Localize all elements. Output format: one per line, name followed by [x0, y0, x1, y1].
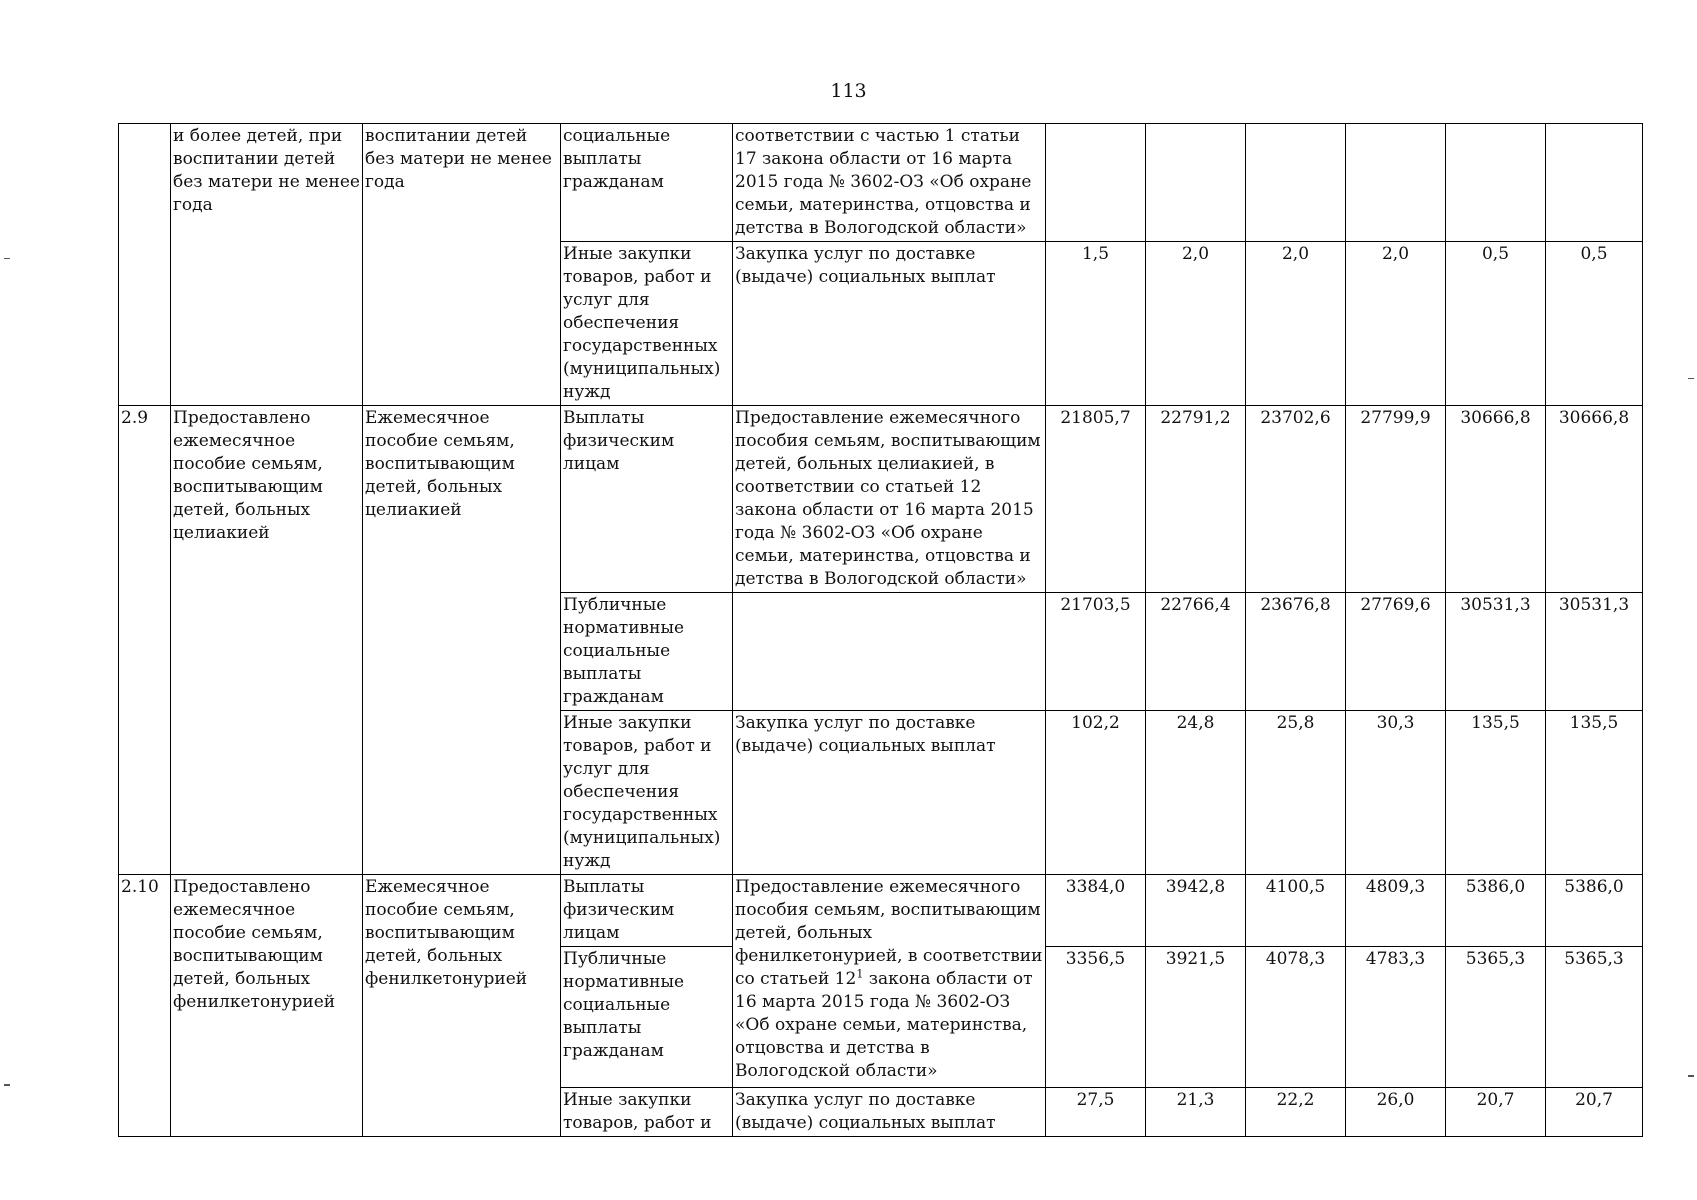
basis-cell: Предоставление ежемесячного пособия семьям, воспитывающим детей, больных целиакией, в соответствии со статьей 12 закона области от 16 марта 2015 года № 3602-ОЗ «Об охране семьи, материнства, отцовства и детства в Вологодской области» — [733, 406, 1046, 593]
scan-mark — [4, 258, 10, 259]
value-cell: 20,7 — [1446, 1088, 1546, 1137]
value-cell: 21805,7 — [1046, 406, 1146, 593]
value-cell: 5386,0 — [1546, 875, 1643, 947]
expense-type-cell: Выплаты физическим лицам — [561, 406, 733, 593]
scan-mark — [1688, 1075, 1694, 1077]
value-cell: 3356,5 — [1046, 947, 1146, 1088]
basis-cell: Закупка услуг по доставке (выдаче) социальных выплат — [733, 1088, 1046, 1137]
value-cell: 3384,0 — [1046, 875, 1146, 947]
value-cell: 30666,8 — [1446, 406, 1546, 593]
value-cell: 4078,3 — [1246, 947, 1346, 1088]
value-cell: 1,5 — [1046, 242, 1146, 406]
value-cell: 24,8 — [1146, 711, 1246, 875]
value-cell: 0,5 — [1546, 242, 1643, 406]
result-name-cell: Предоставлено ежемесячное пособие семьям, воспитывающим детей, больных целиакией — [171, 406, 363, 875]
expense-type-cell: Иные закупки товаров, работ и услуг для обеспечения государственных (муниципальных) нужд — [561, 242, 733, 406]
value-cell — [1146, 124, 1246, 242]
value-cell: 5365,3 — [1446, 947, 1546, 1088]
value-cell: 22,2 — [1246, 1088, 1346, 1137]
value-cell — [1346, 124, 1446, 242]
value-cell: 30,3 — [1346, 711, 1446, 875]
value-cell: 27769,6 — [1346, 593, 1446, 711]
value-cell: 26,0 — [1346, 1088, 1446, 1137]
value-cell: 135,5 — [1446, 711, 1546, 875]
value-cell: 0,5 — [1446, 242, 1546, 406]
value-cell: 4783,3 — [1346, 947, 1446, 1088]
scan-mark — [1688, 378, 1694, 379]
result-name-cell: Предоставлено ежемесячное пособие семьям, воспитывающим детей, больных фенилкетонурией — [171, 875, 363, 1137]
value-cell: 2,0 — [1346, 242, 1446, 406]
row-number-cell: 2.10 — [119, 875, 171, 1137]
basis-text: закона области от 16 марта 2015 года № 3602-ОЗ «Об охране семьи, материнства, отцовства и детства в Вологодской области» — [735, 969, 1033, 1081]
expense-type-cell: Иные закупки товаров, работ и — [561, 1088, 733, 1137]
expense-type-cell: Публичные нормативные социальные выплаты гражданам — [561, 947, 733, 1088]
value-cell: 20,7 — [1546, 1088, 1643, 1137]
table-row — [119, 124, 1643, 242]
budget-table — [118, 123, 1643, 1137]
basis-cell — [733, 593, 1046, 711]
value-cell — [1246, 124, 1346, 242]
expense-type-cell: Выплаты физическим лицам — [561, 875, 733, 947]
page-number: 113 — [830, 80, 867, 102]
value-cell: 4809,3 — [1346, 875, 1446, 947]
value-cell: 135,5 — [1546, 711, 1643, 875]
value-cell: 4100,5 — [1246, 875, 1346, 947]
measure-name-cell: воспитании детей без матери не менее года — [363, 124, 561, 406]
basis-superscript: 1 — [856, 967, 864, 981]
basis-cell: Закупка услуг по доставке (выдаче) социальных выплат — [733, 711, 1046, 875]
result-name-cell: и более детей, при воспитании детей без матери не менее года — [171, 124, 363, 406]
value-cell — [1046, 124, 1146, 242]
value-cell: 22791,2 — [1146, 406, 1246, 593]
expense-type-cell: Иные закупки товаров, работ и услуг для обеспечения государственных (муниципальных) нужд — [561, 711, 733, 875]
value-cell: 25,8 — [1246, 711, 1346, 875]
row-number-cell: 2.9 — [119, 406, 171, 875]
value-cell: 22766,4 — [1146, 593, 1246, 711]
value-cell: 2,0 — [1146, 242, 1246, 406]
value-cell: 30531,3 — [1546, 593, 1643, 711]
value-cell — [1446, 124, 1546, 242]
row-number-cell — [119, 124, 171, 406]
value-cell: 3942,8 — [1146, 875, 1246, 947]
table-row — [119, 875, 1643, 947]
expense-type-cell: социальные выплаты гражданам — [561, 124, 733, 242]
basis-cell: Закупка услуг по доставке (выдаче) социальных выплат — [733, 242, 1046, 406]
measure-name-cell: Ежемесячное пособие семьям, воспитывающим детей, больных целиакией — [363, 406, 561, 875]
table-row — [119, 406, 1643, 593]
expense-type-cell: Публичные нормативные социальные выплаты гражданам — [561, 593, 733, 711]
value-cell: 30666,8 — [1546, 406, 1643, 593]
value-cell: 102,2 — [1046, 711, 1146, 875]
value-cell: 21,3 — [1146, 1088, 1246, 1137]
basis-cell — [733, 875, 1046, 1088]
value-cell: 3921,5 — [1146, 947, 1246, 1088]
basis-text: Предоставление ежемесячного пособия семьям, воспитывающим детей, больных фенилкетонурией, в соответствии со статьей 12 — [735, 877, 1043, 989]
value-cell: 2,0 — [1246, 242, 1346, 406]
value-cell: 27,5 — [1046, 1088, 1146, 1137]
value-cell: 5365,3 — [1546, 947, 1643, 1088]
value-cell: 27799,9 — [1346, 406, 1446, 593]
measure-name-cell: Ежемесячное пособие семьям, воспитывающим детей, больных фенилкетонурией — [363, 875, 561, 1137]
value-cell: 5386,0 — [1446, 875, 1546, 947]
value-cell: 23676,8 — [1246, 593, 1346, 711]
basis-cell: соответствии с частью 1 статьи 17 закона области от 16 марта 2015 года № 3602-ОЗ «Об охране семьи, материнства, отцовства и детства в Вологодской области» — [733, 124, 1046, 242]
scan-mark — [4, 1084, 10, 1086]
value-cell: 21703,5 — [1046, 593, 1146, 711]
value-cell: 23702,6 — [1246, 406, 1346, 593]
value-cell — [1546, 124, 1643, 242]
value-cell: 30531,3 — [1446, 593, 1546, 711]
